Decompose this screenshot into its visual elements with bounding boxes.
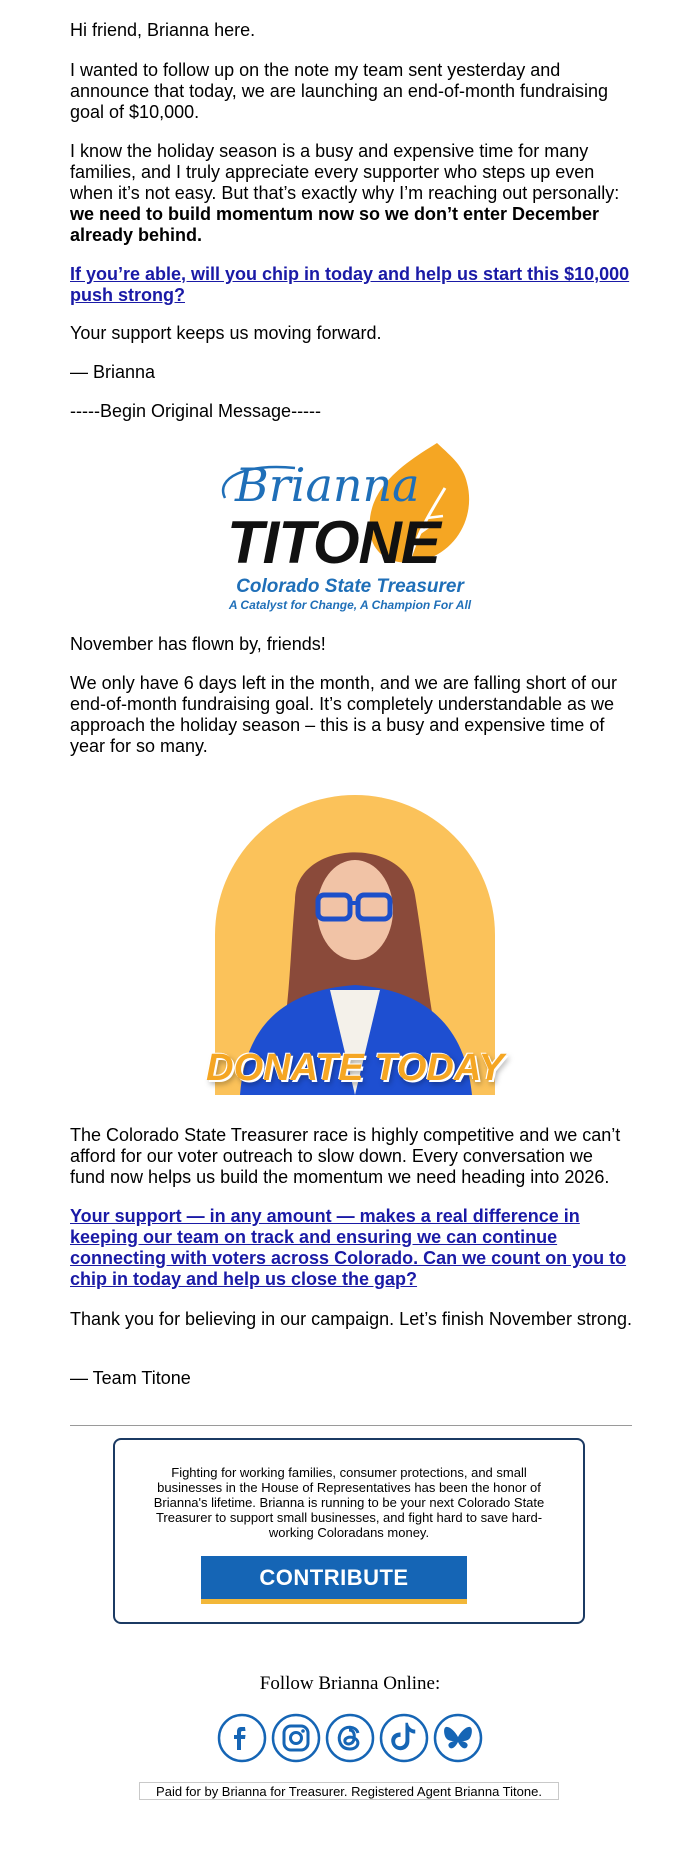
bluesky-icon[interactable] — [433, 1713, 483, 1763]
instagram-icon[interactable] — [271, 1713, 321, 1763]
intro-signoff: — Brianna — [70, 362, 156, 382]
campaign-logo — [205, 438, 505, 618]
logo-office: Colorado State Treasurer — [236, 576, 464, 597]
intro-greeting: Hi friend, Brianna here. — [70, 20, 256, 40]
original-cta-link[interactable]: Your support — in any amount — makes a real difference in keeping our team on track and ensuring we can continue connecting with voters across Colorado. Can we count on you to chip in today and help us close the gap? — [70, 1206, 627, 1289]
social-links — [217, 1713, 483, 1765]
footer-bio-text: Fighting for working families, consumer protections, and small businesses in the House of Representatives has been the honor of Brianna's lifetime. Brianna is running to be your next Colorado State Treasurer to support small businesses, and fight hard to save hard-working Coloradans money. — [153, 1465, 545, 1540]
intro-paragraph-2 — [70, 141, 632, 246]
intro-cta-link[interactable]: If you’re able, will you chip in today and help us start this $10,000 push strong? — [70, 264, 630, 305]
threads-icon[interactable] — [325, 1713, 375, 1763]
original-paragraph-2: We only have 6 days left in the month, and we are falling short of our end-of-month fundraising goal. It’s completely understandable as we approach the holiday season – this is a busy and expensive time of year for so many. — [70, 673, 617, 756]
tiktok-icon[interactable] — [379, 1713, 429, 1763]
donate-today-banner: DONATE TODAY — [206, 1047, 504, 1089]
intro-p2-text: I know the holiday season is a busy and expensive time for many families, and I truly appreciate every supporter who steps up even when it’s not easy. But that’s exactly why I’m reaching out personally: — [70, 141, 620, 203]
intro-paragraph-3: Your support keeps us moving forward. — [70, 323, 382, 343]
contribute-button[interactable]: CONTRIBUTE — [201, 1556, 467, 1604]
intro-p2-bold: we need to build momentum now so we don’t enter December already behind. — [70, 204, 600, 245]
footer-bio-box — [113, 1438, 585, 1624]
original-message-marker: -----Begin Original Message----- — [70, 401, 322, 421]
follow-label: Follow Brianna Online: — [259, 1673, 441, 1694]
logo-script-name: Brianna — [235, 458, 420, 512]
original-paragraph-4: Thank you for believing in our campaign. Let’s finish November strong. — [70, 1309, 632, 1329]
logo-tagline: A Catalyst for Change, A Champion For All — [228, 598, 472, 612]
paid-for-disclaimer: Paid for by Brianna for Treasurer. Registered Agent Brianna Titone. — [139, 1782, 559, 1800]
logo-surname: TITONE — [227, 509, 440, 576]
original-paragraph-3: The Colorado State Treasurer race is highly competitive and we can’t afford for our voter outreach to slow down. Every conversation we fund now helps us build the momentum we need heading into 2026. — [70, 1125, 621, 1187]
intro-paragraph-1: I wanted to follow up on the note my team sent yesterday and announce that today, we are launching an end-of-month fundraising goal of $10,000. — [70, 60, 609, 122]
donate-hero-image[interactable] — [190, 795, 520, 1095]
facebook-icon[interactable] — [217, 1713, 267, 1763]
original-paragraph-1: November has flown by, friends! — [70, 634, 326, 654]
original-signoff: — Team Titone — [70, 1368, 191, 1388]
footer-divider — [70, 1425, 632, 1426]
